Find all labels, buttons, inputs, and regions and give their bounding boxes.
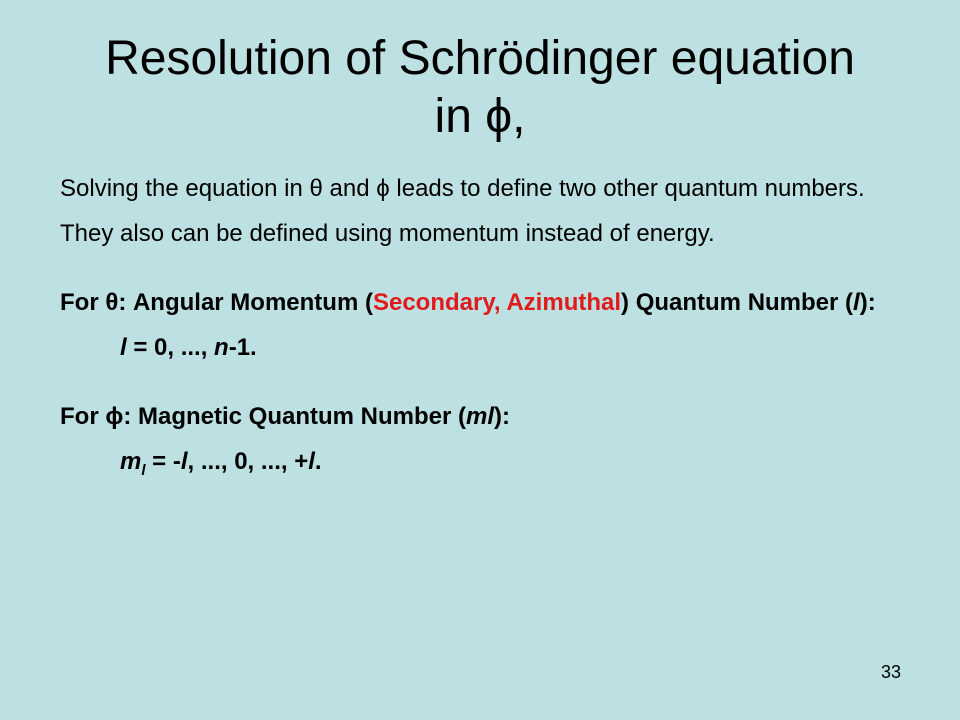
text: For [60, 403, 106, 430]
phi-range [60, 443, 880, 483]
var-l: l [120, 334, 127, 361]
text: ): [494, 403, 511, 430]
var-l: l [853, 289, 860, 316]
subscript-l: l [141, 462, 146, 479]
var-ml: ml [466, 403, 495, 430]
text: = - [145, 448, 181, 475]
phi-symbol: ϕ [376, 175, 390, 202]
text: : Magnetic Quantum Number ( [123, 403, 467, 430]
slide-body [60, 170, 880, 483]
title-line-1: Resolution of Schrödinger equation [105, 32, 855, 85]
paragraph-quantum-numbers [60, 170, 880, 207]
text: leads to define two other quantum numbers. [389, 175, 865, 202]
text: ): [859, 289, 876, 316]
text: , ..., 0, ..., + [187, 448, 309, 475]
text: : Angular Momentum ( [118, 289, 373, 316]
text: = 0, ..., [126, 334, 215, 361]
highlighted-term: Secondary, Azimuthal [372, 289, 622, 316]
text: ) Quantum Number ( [621, 289, 854, 316]
page-number: 33 [880, 662, 901, 682]
var-n: n [214, 334, 229, 361]
var-l: l [180, 448, 188, 475]
phi-section-heading [60, 398, 880, 435]
title-line-2: in ϕ, [434, 90, 526, 143]
text: For [60, 289, 106, 316]
phi-symbol: ϕ [105, 403, 124, 430]
theta-range [60, 329, 880, 366]
theta-symbol: θ [105, 289, 119, 316]
slide-title [40, 30, 920, 146]
text: and [322, 175, 377, 202]
var-m: m [120, 448, 142, 475]
paragraph-momentum: They also can be defined using momentum instead of energy. [60, 220, 715, 247]
var-l: l [308, 448, 315, 475]
theta-symbol: θ [309, 175, 323, 202]
text: -1. [228, 334, 257, 361]
theta-section-heading [60, 284, 880, 321]
text: . [314, 448, 322, 475]
text: Solving the equation in [60, 175, 310, 202]
